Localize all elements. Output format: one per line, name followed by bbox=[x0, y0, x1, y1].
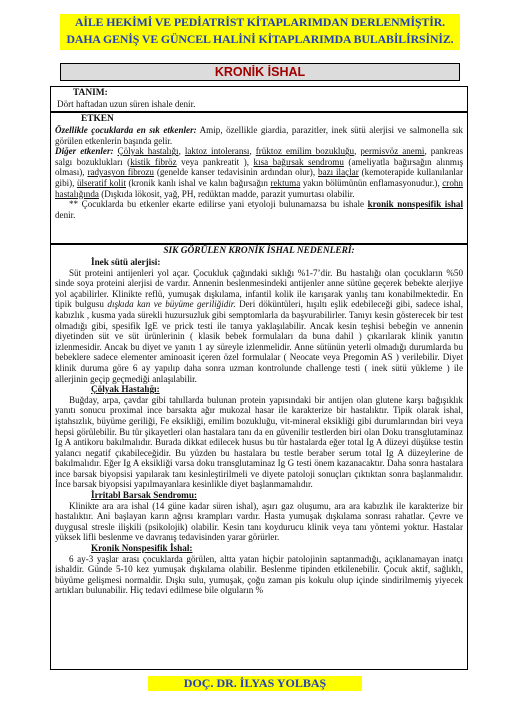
document-title-box bbox=[60, 63, 460, 81]
causes-section bbox=[50, 112, 468, 244]
banner-line-2: DAHA GENİŞ VE GÜNCEL HALİNİ KİTAPLARIMDA BULABİLİRSİNİZ. bbox=[66, 32, 454, 46]
milk-allergy-text: Süt proteini antijenleri yol açar. Çocukluk çağındaki sıklığı %1-7’dir. Bu hastalığı olan çocukların %50 sinde soya proteini alerjisi de vardır. Annenin beslenmesindeki antijenler anne sütüne geçerek bebekte alerjiye yol açabilirler. Klinikte reflü, yumuşak dışkılama, infantil kolik ile karışarak yanlış tanı konabilmektedir. En tipik bulgusu dışkıda kan ve büyüme geriliğidir. Deri döküntüleri, hışıltı eşlik edebileceği gibi, sadece ishal, kabızlık , kusma yada sürekli huzursuzluk gibi semptomlarla da başvurabilirler. Tanıyı kesin gösterecek bir test olmadığı gibi, spesifik IgE ve prick testi ile tanıya yaklaşılabilir. Ancak kesin teşhisi bebeğin ve annenin diyetinden süt ve süt ürünlerinin ( klasik bebek formulaları da buna dahil ) çıkarılarak klinik yanıtın izlenmesidir. Ancak bu diyet ve yanıtı 1 ay süreyle izlenmelidir. Anne sütünün yeterli olmadığı durumlarda bu bebeklere sadece elementer aminoasit içeren özel formulalar ( Neocate veya Pregomin AS ) verilebilir. Diyet klinik duruma göre 6 ay yapılıp daha sonra uzman kontrolunde challenge testi ( inek sütü yükleme ) ile allerjinin geçip geçmediği anlaşılabilir. bbox=[55, 267, 463, 384]
author-name: DOÇ. DR. İLYAS YOLBAŞ bbox=[183, 676, 327, 690]
document-title: KRONİK İSHAL bbox=[214, 65, 306, 79]
celiac-text: Buğday, arpa, çavdar gibi tahıllarda bulunan protein yapısındaki bir antijen olan glutene karşı bağışıklık yanıtı sonucu proximal ince barsakta ağır mukozal hasar ile karakterize bir hastalıktır. Tipik olarak ishal, iştahsızlık, büyüme geriliği, Fe eksikliği, emilim bozukluğu, vit-mineral eksikliği gibi durumlarından biri veya hepsi görülebilir. Bu tür şikayetleri olan hastalara tanı da en güvenilir testlerden biri olan Doku transglutaminaz Ig A antikoru bakılmalıdır. Burada dikkat edilecek husus bu tür hastalarda eğer total Ig A düzeyi düşükse testin yalancı negatif çıkabileceğidir. Bu yüzden bu hastalara bu testle beraber serum total Ig A düzeylerine de bakılmalıdır. Eğer Ig A eksikliği varsa doku transglutaminaz Ig G testi önem kazanacaktır. Daha sonra hastalara ince barsak biyopsisi yapılarak tanı kesinleştirilmeli ve diyete patoloji sonuçları çıktıktan sonra başlanmalıdır. İnce barsak biyopsisi yapılmayanlara kesinlikle diyet başlanmamalıdır. bbox=[55, 394, 463, 490]
ibs-text: Klinikte ara ara ishal (14 güne kadar süren ishal), aşırı gaz oluşumu, ara ara kabızlık ile karakterize bir hastalıktır. Ani başlayan karın ağrısı krampları vardır. Hasta yumuşak dışkılama sonrası rahatlar. Çevre ve duygusal stresle ilişkili (psikolojik) olabilir. Kesin tanı koydurucu klinik veya tanı yöntemi yoktur. Hastalar yüksek lifli beslenme ve davranış tedavisinden yarar görürler. bbox=[55, 500, 463, 543]
other-causes-paragraph: Diğer etkenler: Çölyak hastalığı, laktoz intoleransı, früktoz emilim bozukluğu, permisvöz anemi, pankreas salgı bozuklukları (kistik fibröz veya pankreatit ), kısa bağırsak sendromu (ameliyatla bağırsağın alınmış olması), radyasyon fibrozu (genelde kanser tedavisinin ardından olur), bazı ilaçlar (kemoterapide kullanılanlar gibi), ülseratif kolit (kronik kanlı ishal ve kalın bağırsağın rektuma yakın bölümünün enflamasyonudur.), crohn hastalığında (Dışkıda lökosit, yağ, PH, redüktan madde, parazit yumurtası olabilir. bbox=[55, 146, 464, 199]
milk-allergy-heading: İnek sütü alerjisi: bbox=[91, 257, 161, 267]
celiac-heading: Çölyak Hastalığı: bbox=[91, 384, 160, 395]
common-causes-title: SIK GÖRÜLEN KRONİK İSHAL NEDENLERİ: bbox=[163, 246, 355, 256]
ibs-heading: İrritabl Barsak Sendromu: bbox=[91, 490, 198, 501]
nonspecific-diarrhea-text: 6 ay-3 yaşlar arası çocuklarda görülen, altta yatan hiçbir patolojinin saptanmadığı, açıklanamayan inatçı ishaldir. Günde 5-10 kez yumuşak dışkılama olabilir. Beslenme tipinden etkilenebilir. Çocuk aktif, sağlıklı, büyüme gelişmesi normaldir. Dışkı sulu, yumuşak, çoğu zaman pis kokulu olup içinde sindirilmemiş yiyecek artıkları bulunabilir. Hiç tedavi edilmese bile olguların % bbox=[55, 553, 463, 596]
causes-heading: ETKEN bbox=[81, 114, 114, 124]
banner-line-1: AİLE HEKİMİ VE PEDİATRİST KİTAPLARIMDAN DERLENMİŞTİR. bbox=[74, 15, 446, 29]
nonspecific-note-paragraph: ** Çocuklarda bu etkenler ekarte edilirse yani etyoloji bulunamazsa bu ishale kronik nonspesifik ishal denir. bbox=[55, 199, 463, 220]
nonspecific-diarrhea-heading: Kronik Nonspesifik İshal: bbox=[91, 543, 193, 554]
definition-text: Dört haftadan uzun süren ishale denir. bbox=[57, 99, 196, 109]
definition-heading: TANIM: bbox=[73, 88, 108, 98]
definition-section bbox=[50, 86, 468, 112]
common-causes-section bbox=[50, 244, 468, 670]
header-banner bbox=[60, 14, 460, 50]
author-footer bbox=[148, 676, 362, 691]
common-causes-paragraph: Özellikle çocuklarda en sık etkenler: Amip, özellikle giardia, parazitler, inek sütü alerjisi ve salmonella sık görülen etkenlerin başında gelir. bbox=[55, 125, 463, 146]
